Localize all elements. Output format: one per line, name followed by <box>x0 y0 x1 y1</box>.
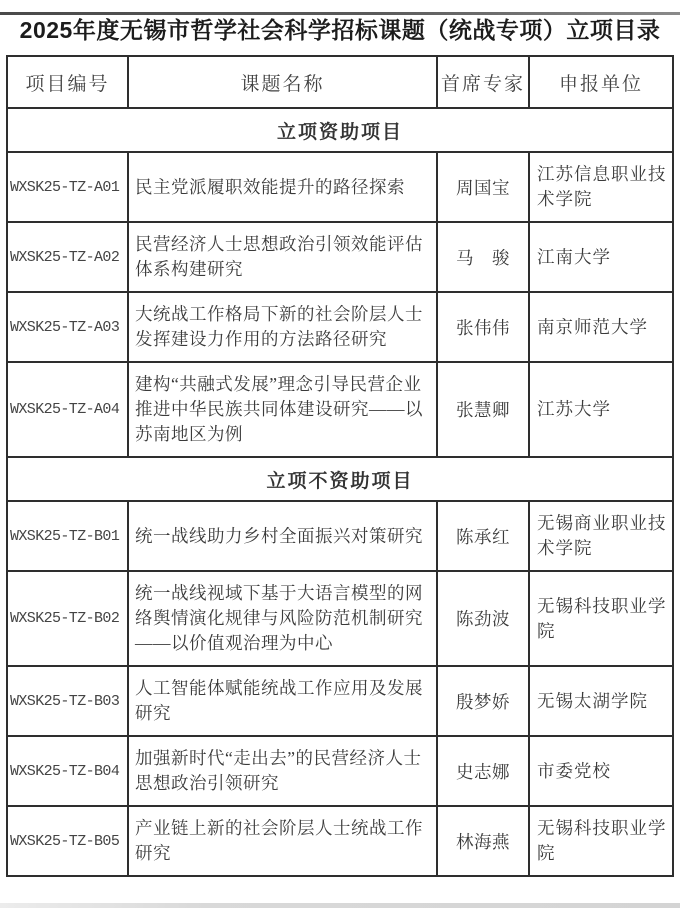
projects-table <box>6 55 674 877</box>
page-title: 2025年度无锡市哲学社会科学招标课题（统战专项）立项目录 <box>19 17 661 43</box>
cell-project-id: WXSK25-TZ-B04 <box>7 736 128 806</box>
table-header-row <box>7 56 673 108</box>
table-row <box>7 571 673 666</box>
table-row <box>7 362 673 457</box>
table-row <box>7 666 673 736</box>
cell-topic-title: 统一战线助力乡村全面振兴对策研究 <box>128 501 437 571</box>
cell-project-id: WXSK25-TZ-A02 <box>7 222 128 292</box>
cell-applicant-org: 江南大学 <box>529 222 673 292</box>
cell-project-id: WXSK25-TZ-B01 <box>7 501 128 571</box>
cell-project-id: WXSK25-TZ-B02 <box>7 571 128 666</box>
cell-applicant-org: 江苏信息职业技术学院 <box>529 152 673 222</box>
section-header-row <box>7 108 673 152</box>
section-header: 立项资助项目 <box>7 108 673 152</box>
cell-project-id: WXSK25-TZ-A01 <box>7 152 128 222</box>
cell-chief-expert: 陈承红 <box>437 501 529 571</box>
cell-topic-title: 建构“共融式发展”理念引导民营企业推进中华民族共同体建设研究——以苏南地区为例 <box>128 362 437 457</box>
cell-chief-expert: 马 骏 <box>437 222 529 292</box>
table-row <box>7 806 673 876</box>
cell-applicant-org: 无锡科技职业学院 <box>529 571 673 666</box>
cell-applicant-org: 无锡太湖学院 <box>529 666 673 736</box>
cell-applicant-org: 无锡商业职业技术学院 <box>529 501 673 571</box>
cell-applicant-org: 无锡科技职业学院 <box>529 806 673 876</box>
cell-applicant-org: 江苏大学 <box>529 362 673 457</box>
cell-topic-title: 大统战工作格局下新的社会阶层人士发挥建设力作用的方法路径研究 <box>128 292 437 362</box>
section-header: 立项不资助项目 <box>7 457 673 501</box>
cell-chief-expert: 殷梦娇 <box>437 666 529 736</box>
section-header-row <box>7 457 673 501</box>
cell-topic-title: 民主党派履职效能提升的路径探索 <box>128 152 437 222</box>
scan-top-edge-line <box>0 12 680 15</box>
cell-chief-expert: 林海燕 <box>437 806 529 876</box>
cell-applicant-org: 南京师范大学 <box>529 292 673 362</box>
table-row <box>7 222 673 292</box>
table-row <box>7 501 673 571</box>
table-row <box>7 736 673 806</box>
cell-project-id: WXSK25-TZ-A04 <box>7 362 128 457</box>
cell-topic-title: 产业链上新的社会阶层人士统战工作研究 <box>128 806 437 876</box>
cell-topic-title: 统一战线视域下基于大语言模型的网络舆情演化规律与风险防范机制研究——以价值观治理为中心 <box>128 571 437 666</box>
cell-project-id: WXSK25-TZ-A03 <box>7 292 128 362</box>
cell-chief-expert: 史志娜 <box>437 736 529 806</box>
cell-project-id: WXSK25-TZ-B03 <box>7 666 128 736</box>
column-header-topic-name: 课题名称 <box>128 56 437 108</box>
cell-topic-title: 民营经济人士思想政治引领效能评估体系构建研究 <box>128 222 437 292</box>
table-row <box>7 152 673 222</box>
cell-chief-expert: 张慧卿 <box>437 362 529 457</box>
column-header-project-id: 项目编号 <box>7 56 128 108</box>
cell-chief-expert: 周国宝 <box>437 152 529 222</box>
column-header-applicant-org: 申报单位 <box>529 56 673 108</box>
cell-applicant-org: 市委党校 <box>529 736 673 806</box>
table-row <box>7 292 673 362</box>
cell-chief-expert: 张伟伟 <box>437 292 529 362</box>
cell-topic-title: 人工智能体赋能统战工作应用及发展研究 <box>128 666 437 736</box>
column-header-chief-expert: 首席专家 <box>437 56 529 108</box>
cell-topic-title: 加强新时代“走出去”的民营经济人士思想政治引领研究 <box>128 736 437 806</box>
cell-project-id: WXSK25-TZ-B05 <box>7 806 128 876</box>
cell-chief-expert: 陈劲波 <box>437 571 529 666</box>
scan-bottom-edge-line <box>0 903 680 908</box>
